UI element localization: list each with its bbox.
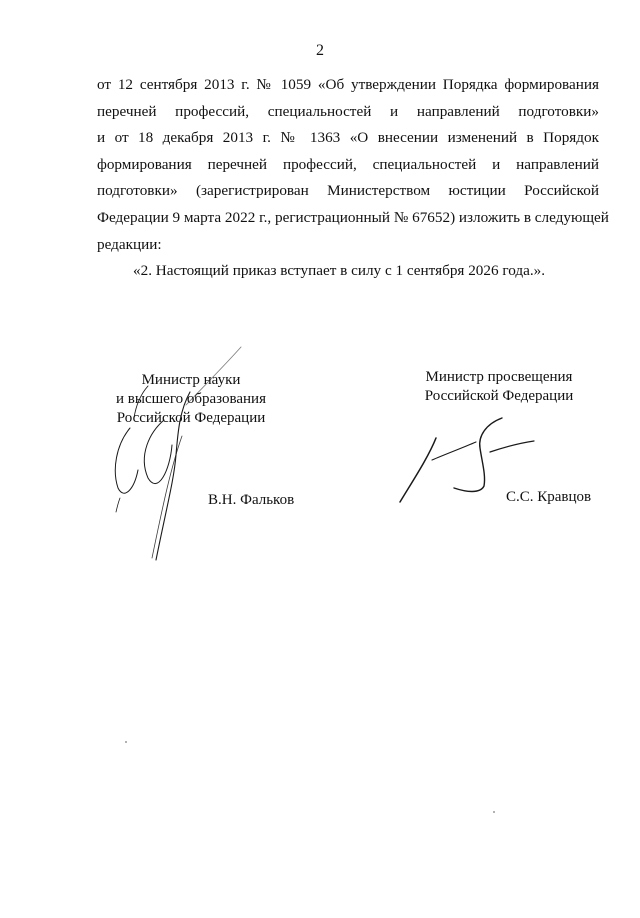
- left-title-line: и высшего образования: [116, 391, 266, 407]
- body-line: перечней профессий, специальностей и направлений подготовки»: [97, 102, 599, 120]
- page-number: 2: [316, 42, 324, 59]
- right-title-line: Российской Федерации: [424, 388, 574, 404]
- body-line: и от 18 декабря 2013 г. № 1363 «О внесении изменений в Порядок: [97, 129, 599, 147]
- body-line: редакции:: [97, 235, 162, 253]
- right-title-line: Министр просвещения: [425, 369, 573, 385]
- scan-speck: [125, 741, 127, 743]
- body-line: от 12 сентября 2013 г. № 1059 «Об утверждении Порядка формирования: [97, 76, 599, 93]
- right-signatory-name: С.С. Кравцов: [506, 489, 592, 505]
- scan-speck: [493, 811, 495, 813]
- amendment-quote: «2. Настоящий приказ вступает в силу с 1 сентября 2026 года.».: [133, 262, 546, 280]
- left-title-line: Российской Федерации: [116, 410, 266, 426]
- body-line: Федерации 9 марта 2022 г., регистрационный № 67652) изложить в следующей: [97, 208, 609, 226]
- left-title-line: Министр науки: [141, 372, 241, 388]
- left-signatory-name: В.Н. Фальков: [208, 492, 295, 508]
- body-line: подготовки» (зарегистрирован Министерством юстиции Российской: [97, 182, 599, 200]
- body-line: формирования перечней профессий, специальностей и направлений: [97, 155, 599, 173]
